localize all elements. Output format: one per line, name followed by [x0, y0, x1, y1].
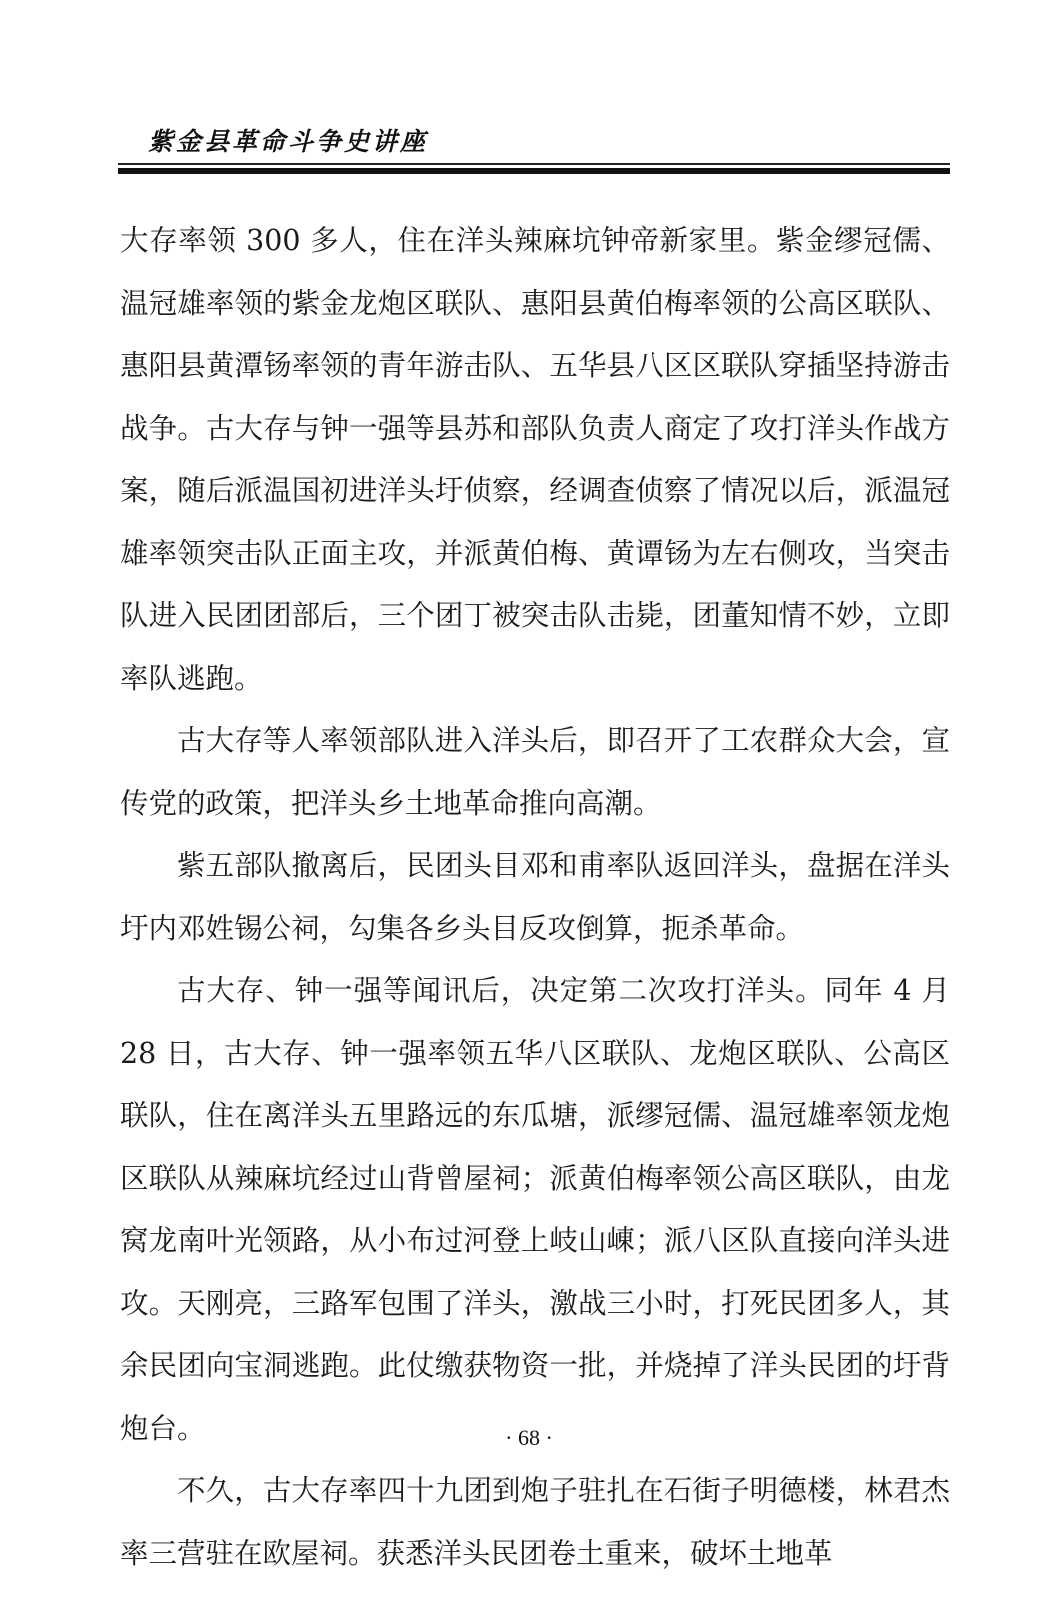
paragraph-continued: 大存率领 300 多人，住在洋头辣麻坑钟帝新家里。紫金缪冠儒、温冠雄率领的紫金龙炮区联队、惠阳县黄伯梅率领的公高区联队、惠阳县黄潭钖率领的青年游击队、五华县八区区联队穿插坚持游击战争。古大存与钟一强等县苏和部队负责人商定了攻打洋头作战方案，随后派温国初进洋头圩侦察，经调查侦察了情况以后，派温冠雄率领突击队正面主攻，并派黄伯梅、黄谭钖为左右侧攻，当突击队进入民团团部后，三个团丁被突击队击毙，团董知情不妙，立即率队逃跑。 [120, 224, 950, 695]
paragraph: 古大存等人率领部队进入洋头后，即召开了工农群众大会，宣传党的政策，把洋头乡土地革命推向高潮。 [120, 724, 950, 820]
body-text [120, 210, 950, 1585]
paragraph: 紫五部队撤离后，民团头目邓和甫率队返回洋头，盘据在洋头圩内邓姓锡公祠，勾集各乡头目反攻倒算，扼杀革命。 [120, 849, 950, 945]
paragraph: 古大存、钟一强等闻讯后，决定第二次攻打洋头。同年 4 月 28 日，古大存、钟一强率领五华八区联队、龙炮区联队、公高区联队，住在离洋头五里路远的东瓜塘，派缪冠儒、温冠雄率领龙炮区联队从辣麻坑经过山背曾屋祠；派黄伯梅率领公高区联队，由龙窝龙南叶光领路，从小布过河登上岐山崠；派八区队直接向洋头进攻。天刚亮，三路军包围了洋头，激战三小时，打死民团多人，其余民团向宝洞逃跑。此仗缴获物资一批，并烧掉了洋头民团的圩背炮台。 [120, 974, 950, 1445]
paragraph: 不久，古大存率四十九团到炮子驻扎在石街子明德楼，林君杰率三营驻在欧屋祠。获悉洋头民团卷土重来，破坏土地革 [120, 1474, 950, 1570]
header-rule-thick [118, 168, 950, 174]
page-number: · 68 · [505, 1425, 553, 1450]
header-rule-thin [118, 163, 950, 165]
running-header: 紫金县革命斗争史讲座 [148, 127, 429, 156]
